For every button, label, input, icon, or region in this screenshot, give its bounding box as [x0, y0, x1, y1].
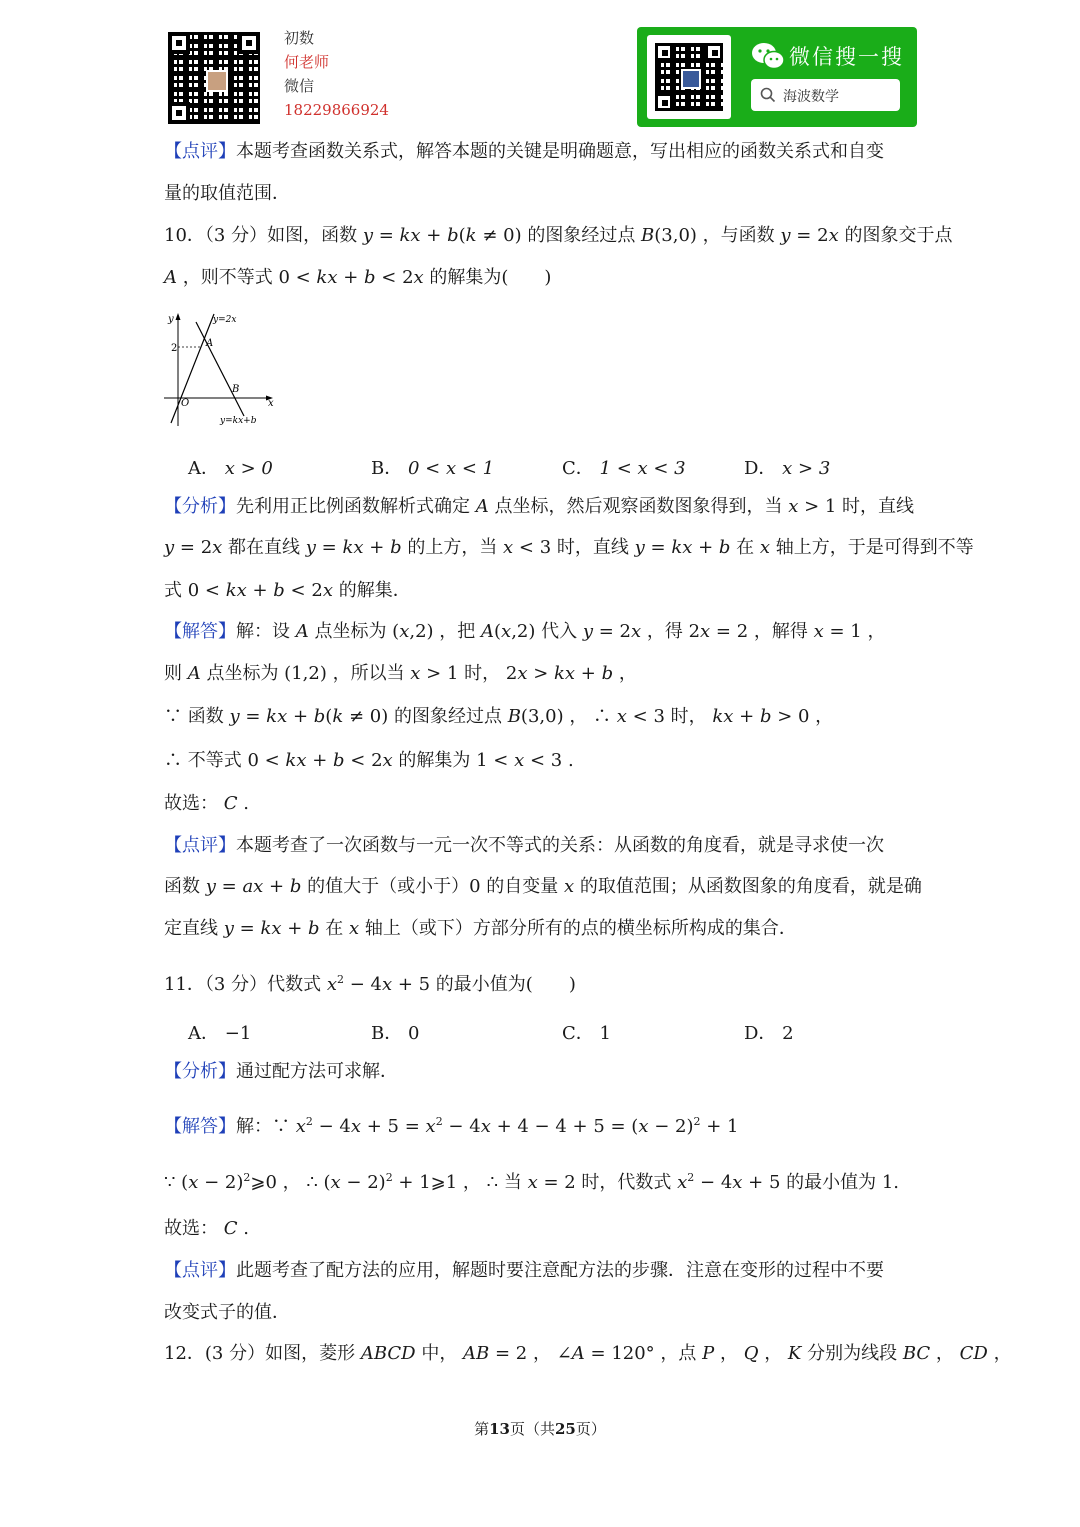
contact-line: 初数	[284, 29, 315, 47]
comment-line: 函数 y = ax + b 的值大于（或小于）0 的自变量 x 的取值范围；从函数图象的角度看，就是确	[164, 876, 922, 897]
option-a: A． x > 0	[188, 458, 273, 479]
solution-line: 【解答】解：∵ $x^2 - 4x + 5 = x^2 - 4x + 4 - 4 + 5 = (x - 2)^2 + 1$	[164, 1115, 739, 1137]
answer-line: 故选： C .	[164, 793, 249, 814]
search-input[interactable]	[751, 79, 900, 111]
page-footer: 第13页（共25页）	[474, 1420, 606, 1438]
x-axis-label: x	[268, 398, 274, 409]
solution-line: ∵ $(x - 2)^2⩾0$ ， ∴ $(x - 2)^2$ + 1⩾1 ， ∴ 当 x = 2 时，代数式 $x^2 - 4x + 5$ 的最小值为 1.	[164, 1171, 900, 1193]
option-d: D． 2	[744, 1023, 794, 1044]
line2-label: y=kx+b	[220, 416, 257, 426]
question-12-line: 12．(3 分）如图，菱形 ABCD 中， AB = 2 ， ∠A = 120° ，点 P ， Q ， K 分别为线段 BC ， CD ，	[164, 1343, 1012, 1364]
qr-frame	[647, 35, 731, 119]
option-c: C． 1	[562, 1023, 611, 1044]
wechat-title: 微信搜一搜	[789, 45, 904, 69]
analysis-line: 【分析】通过配方法可求解．	[164, 1061, 398, 1082]
solution-line: 则 A 点坐标为 (1,2) ，所以当 x > 1 时， 2x > kx + b ，	[164, 663, 637, 684]
comment-line: 改变式子的值．	[164, 1302, 290, 1323]
comment-line: 定直线 y = kx + b 在 x 轴上（或下）方部分所有的点的横坐标所构成的集合．	[164, 918, 797, 939]
analysis-line: 【分析】先利用正比例函数解析式确定 A 点坐标，然后观察函数图象得到，当 x > 1 时，直线	[164, 496, 915, 517]
option-a: A． −1	[188, 1023, 252, 1044]
comment-line: 【点评】本题考查了一次函数与一元一次不等式的关系：从函数的角度看，就是寻求使一次	[164, 835, 884, 856]
point-a-label: A	[206, 338, 214, 349]
origin-label: O	[181, 398, 190, 409]
contact-line: 何老师	[284, 53, 330, 71]
option-b: B． 0 < x < 1	[371, 458, 495, 479]
contact-info	[284, 26, 389, 122]
function-graph	[158, 308, 280, 432]
line1-label: y=2x	[213, 315, 237, 325]
analysis-line: 式 0 < kx + b < 2x 的解集．	[164, 580, 411, 601]
point-b-label: B	[232, 384, 240, 395]
analysis-line: y = 2x 都在直线 y = kx + b 的上方，当 x < 3 时，直线 y = kx + b 在 x 轴上方，于是可得到不等	[164, 537, 974, 558]
search-icon	[760, 87, 776, 103]
wechat-logo-icon	[751, 41, 785, 71]
question-10-line: 10．（3 分）如图，函数 y = kx + b(k ≠ 0) 的图象经过点 B(3,0) ，与函数 y = 2x 的图象交于点	[164, 225, 953, 246]
solution-line: ∵ 函数 y = kx + b(k ≠ 0) 的图象经过点 B(3,0) ， ∴ x < 3 时， kx + b > 0 ，	[164, 706, 834, 727]
answer-line: 故选： C .	[164, 1218, 249, 1239]
text-line: 量的取值范围．	[164, 183, 290, 204]
contact-phone: 18229866924	[284, 101, 389, 119]
comment-line: 【点评】此题考查了配方法的应用，解题时要注意配方法的步骤．注意在变形的过程中不要	[164, 1260, 884, 1281]
tick-y-label: 2	[171, 343, 178, 354]
solution-line: 【解答】解：设 A 点坐标为 (x,2) ，把 A(x,2) 代入 y = 2x ，得 2x = 2 ，解得 x = 1 ，	[164, 621, 886, 642]
qr-code-left	[168, 32, 260, 124]
question-10-line: A ，则不等式 0 < kx + b < 2x 的解集为( )	[164, 267, 552, 288]
search-text: 海波数学	[783, 89, 839, 105]
option-b: B． 0	[371, 1023, 420, 1044]
wechat-search-banner[interactable]	[637, 27, 917, 127]
option-d: D． x > 3	[744, 458, 831, 479]
solution-line: ∴ 不等式 0 < kx + b < 2x 的解集为 1 < x < 3 .	[164, 750, 574, 771]
contact-line: 微信	[284, 77, 315, 95]
comment-line: 【点评】本题考查函数关系式，解答本题的关键是明确题意，写出相应的函数关系式和自变	[164, 141, 884, 162]
y-axis-label: y	[168, 314, 174, 325]
qr-code-right	[655, 43, 723, 111]
question-11-line: 11．（3 分）代数式 $x^2 - 4x + 5$ 的最小值为( )	[164, 973, 576, 995]
option-c: C． 1 < x < 3	[562, 458, 686, 479]
avatar	[206, 70, 228, 92]
